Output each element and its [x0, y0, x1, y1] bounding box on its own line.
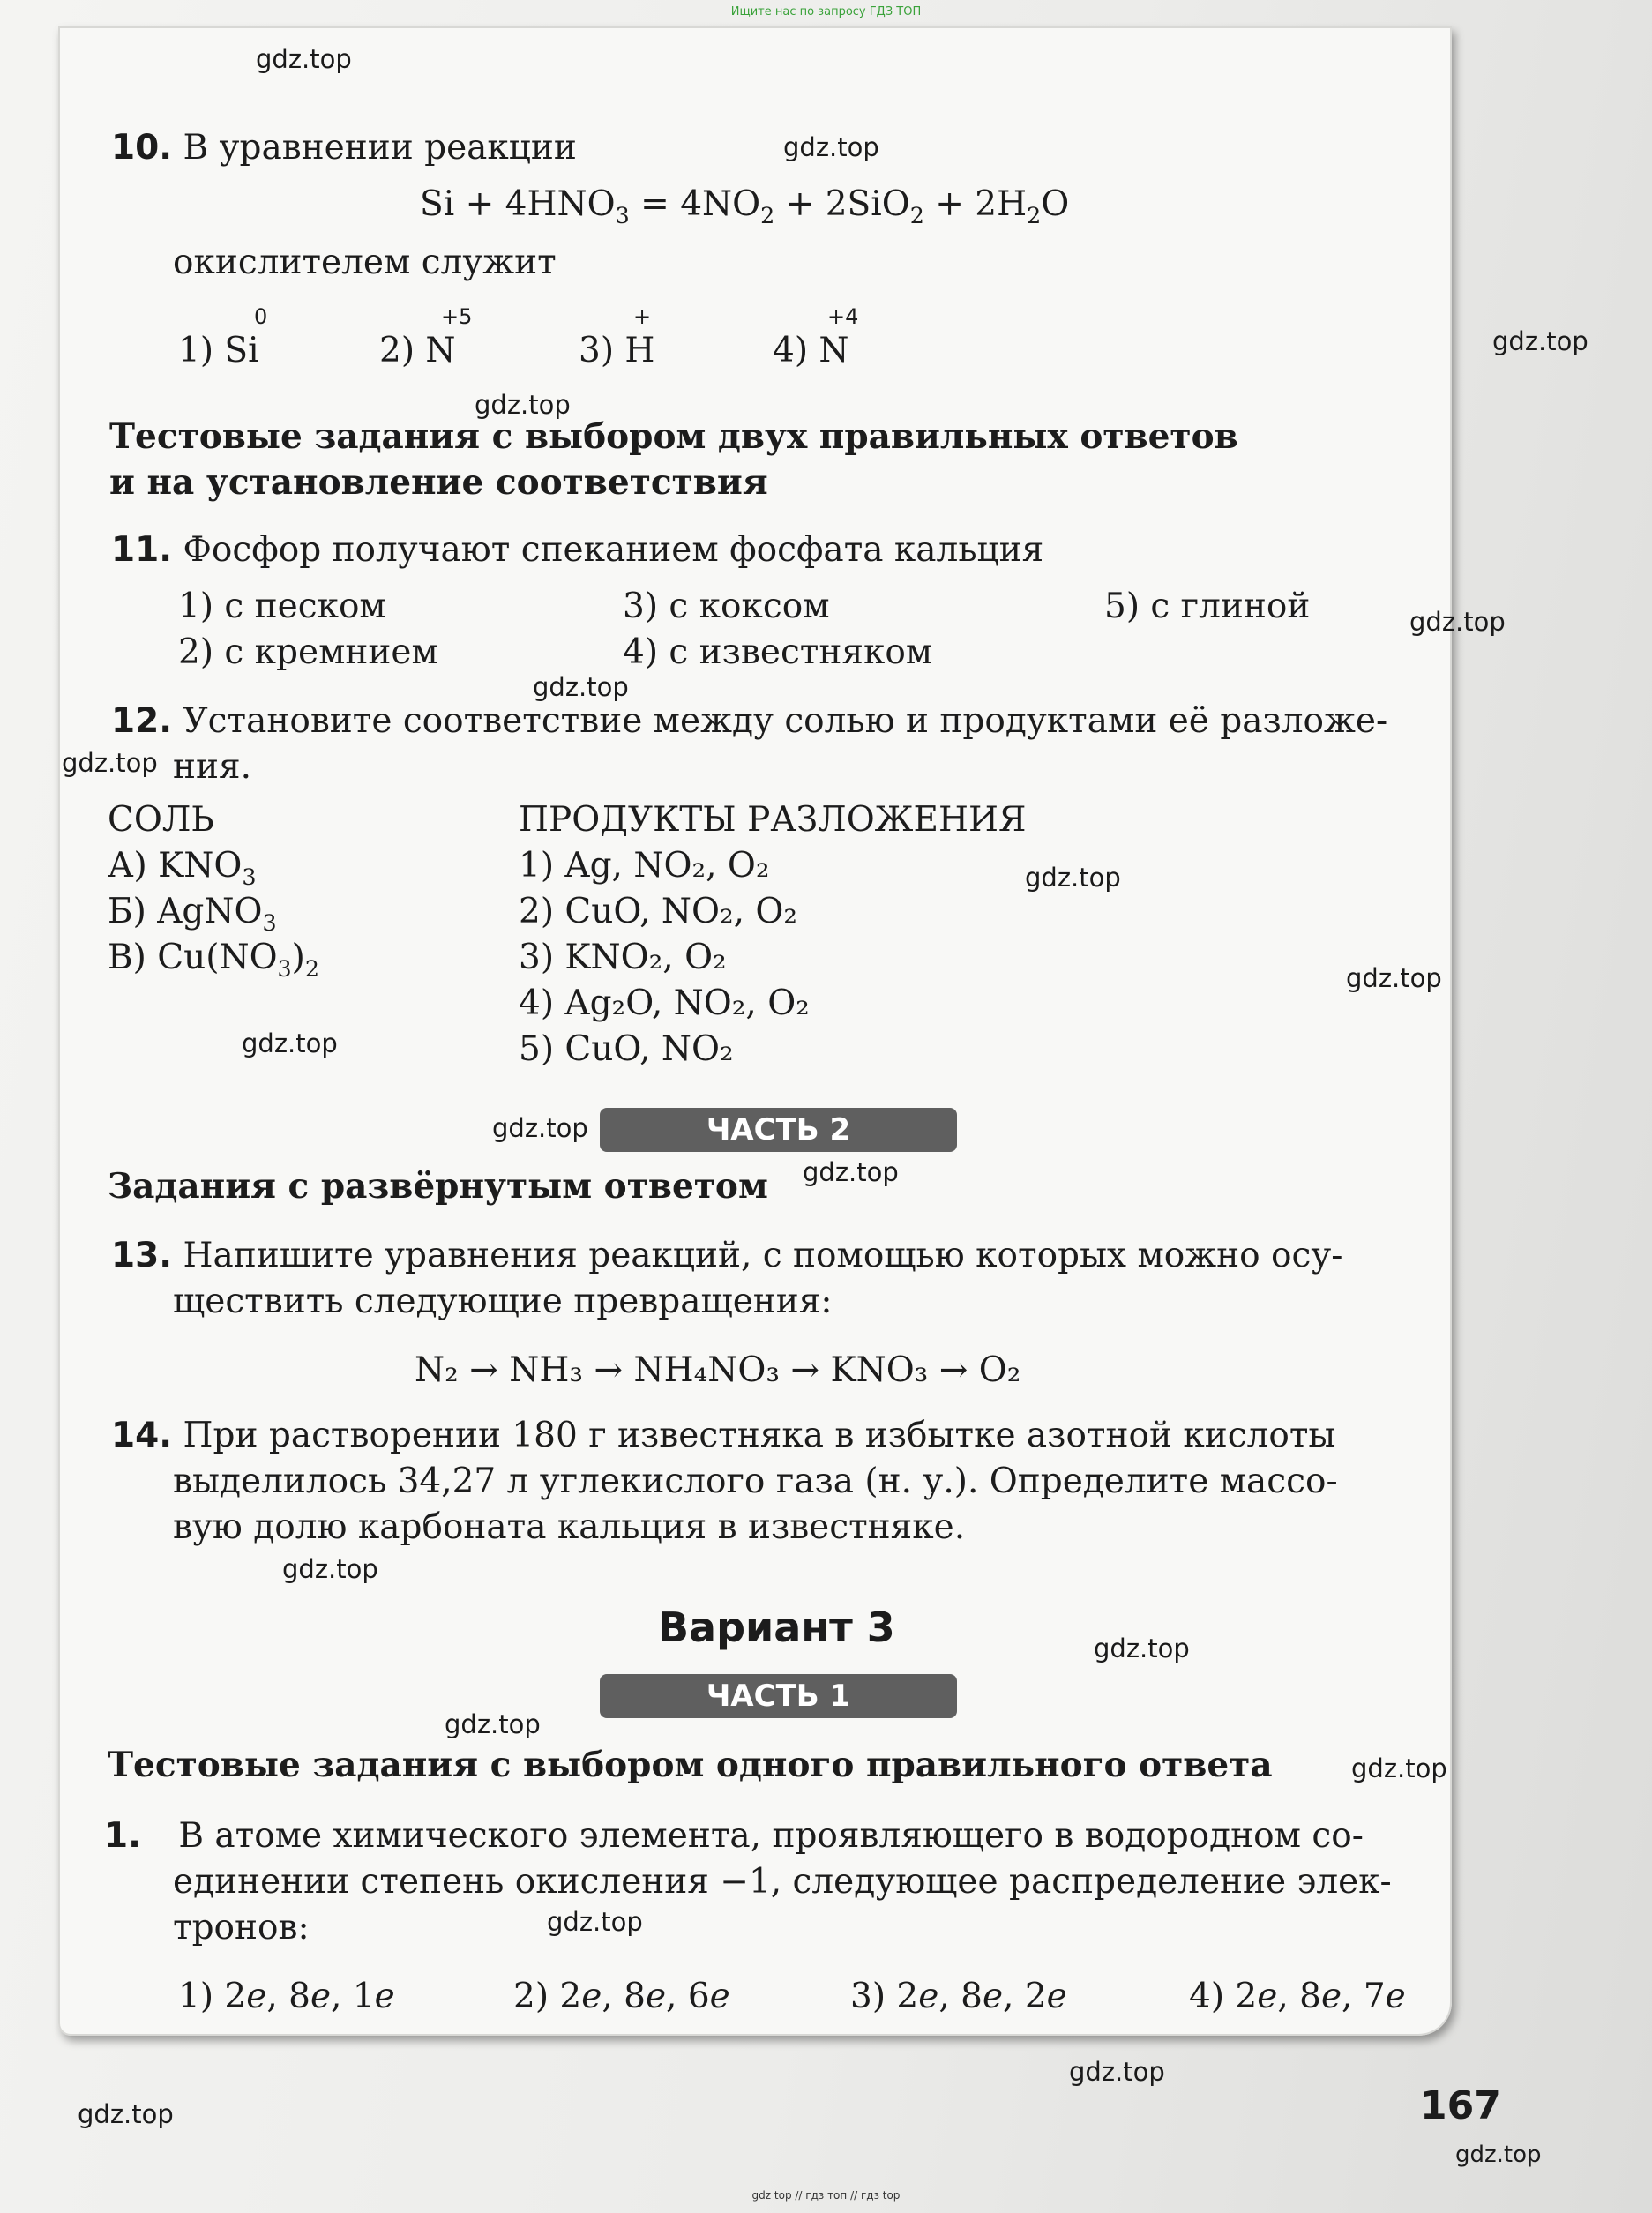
q11-option-4: 4) с известняком	[623, 632, 933, 672]
q11-option-1: 1) с песком	[178, 587, 386, 626]
q11-option-2: 2) с кремнием	[178, 632, 438, 672]
q12-salt-v: В) $Cu(NO_3)_2$	[108, 938, 320, 982]
watermark: gdz.top	[242, 1028, 338, 1058]
q13-chain: N₂ → NH₃ → NH₄NO₃ → KNO₃ → O₂	[415, 1350, 1021, 1390]
top-banner: Ищите нас по запросу ГДЗ ТОП	[730, 5, 922, 19]
q13-text-line2: ществить следующие превращения:	[173, 1282, 833, 1321]
q12-text-line2: ния.	[173, 747, 251, 787]
watermark: gdz.top	[492, 1113, 588, 1143]
variant-title: Вариант 3	[658, 1604, 895, 1651]
q10-ox-2: +5	[441, 304, 473, 329]
q13-text-line1: 13. Напишите уравнения реакций, с помощью которых можно осу-	[111, 1236, 1343, 1275]
q1-option-4: 4) 2e, 8e, 7e	[1189, 1977, 1406, 2016]
watermark: gdz.top	[78, 2099, 174, 2129]
q11-text: 11. Фосфор получают спеканием фосфата кальция	[111, 530, 1044, 570]
q14-text-line1: 14. При растворении 180 г известняка в избытке азотной кислоты	[111, 1416, 1336, 1455]
q10-text2: окислителем служит	[173, 243, 557, 282]
q10-ox-4: +4	[827, 304, 859, 329]
q10-ox-3: +	[633, 304, 652, 329]
watermark: gdz.top	[1492, 326, 1588, 356]
q1-text-line1: 1. В атоме химического элемента, проявляющего в водородном со-	[104, 1816, 1364, 1856]
part1-heading: Тестовые задания с выбором одного правильного ответа	[108, 1745, 1273, 1785]
section-heading-two-answers-line2: и на установление соответствия	[109, 462, 768, 503]
page-number: 167	[1420, 2083, 1501, 2128]
q10-ox-1: 0	[254, 304, 268, 329]
q12-product-2: 2) CuO, NO₂, O₂	[519, 892, 797, 931]
q12-product-4: 4) Ag₂O, NO₂, O₂	[519, 983, 810, 1023]
q11-option-3: 3) с коксом	[623, 587, 830, 626]
watermark: gdz.top	[533, 672, 629, 702]
watermark: gdz.top	[1409, 607, 1506, 637]
q14-text-line2: выделилось 34,27 л углекислого газа (н. у.). Определите массо-	[173, 1462, 1338, 1501]
q10-option-2: 2) N	[379, 331, 456, 370]
q12-col-products: ПРОДУКТЫ РАЗЛОЖЕНИЯ	[519, 800, 1027, 840]
q10-option-1: 1) Si	[178, 331, 259, 370]
q11-option-5: 5) с глиной	[1104, 587, 1311, 626]
q1-option-2: 2) 2e, 8e, 6e	[513, 1977, 730, 2016]
q12-salt-a: А) $KNO_3$	[108, 846, 257, 890]
q12-text-line1: 12. Установите соответствие между солью и продуктами её разложе-	[111, 701, 1388, 741]
bottom-banner: gdz top // гдз топ // гдз top	[751, 2189, 901, 2202]
q1-text-line2: единении степень окисления −1, следующее распределение элек-	[173, 1862, 1392, 1902]
part1-pill: ЧАСТЬ 1	[600, 1674, 957, 1718]
watermark: gdz.top	[1455, 2142, 1542, 2168]
q12-col-salt: СОЛЬ	[108, 800, 214, 840]
part2-heading: Задания с развёрнутым ответом	[108, 1166, 768, 1207]
watermark: gdz.top	[475, 390, 571, 420]
watermark: gdz.top	[1094, 1634, 1190, 1663]
watermark: gdz.top	[1025, 863, 1121, 893]
section-heading-two-answers-line1: Тестовые задания с выбором двух правильных ответов	[109, 416, 1238, 457]
q1-option-1: 1) 2e, 8e, 1e	[178, 1977, 395, 2016]
q10-option-4: 4) N	[773, 331, 849, 370]
watermark: gdz.top	[783, 132, 879, 162]
watermark: gdz.top	[803, 1157, 899, 1187]
watermark: gdz.top	[256, 44, 352, 74]
q10-equation: $Si + 4HNO_3 = 4NO_2 + 2SiO_2 + 2H_2O$	[420, 184, 1070, 228]
part2-pill: ЧАСТЬ 2	[600, 1108, 957, 1152]
watermark: gdz.top	[282, 1554, 378, 1584]
watermark: gdz.top	[1069, 2057, 1165, 2087]
watermark: gdz.top	[547, 1907, 643, 1937]
watermark: gdz.top	[445, 1709, 541, 1739]
watermark: gdz.top	[1351, 1753, 1447, 1783]
q12-product-5: 5) CuO, NO₂	[519, 1029, 734, 1069]
q10-text: 10. В уравнении реакции	[111, 128, 577, 168]
q12-product-1: 1) Ag, NO₂, O₂	[519, 846, 770, 886]
q10-option-3: 3) H	[579, 331, 655, 370]
q1-text-line3: тронов:	[173, 1908, 310, 1948]
q12-salt-b: Б) AgNO$_3$	[108, 892, 277, 936]
watermark: gdz.top	[62, 748, 158, 778]
q14-text-line3: вую долю карбоната кальция в известняке.	[173, 1507, 966, 1547]
q12-product-3: 3) KNO₂, O₂	[519, 938, 727, 977]
watermark: gdz.top	[1346, 963, 1442, 993]
q1-option-3: 3) 2e, 8e, 2e	[850, 1977, 1067, 2016]
